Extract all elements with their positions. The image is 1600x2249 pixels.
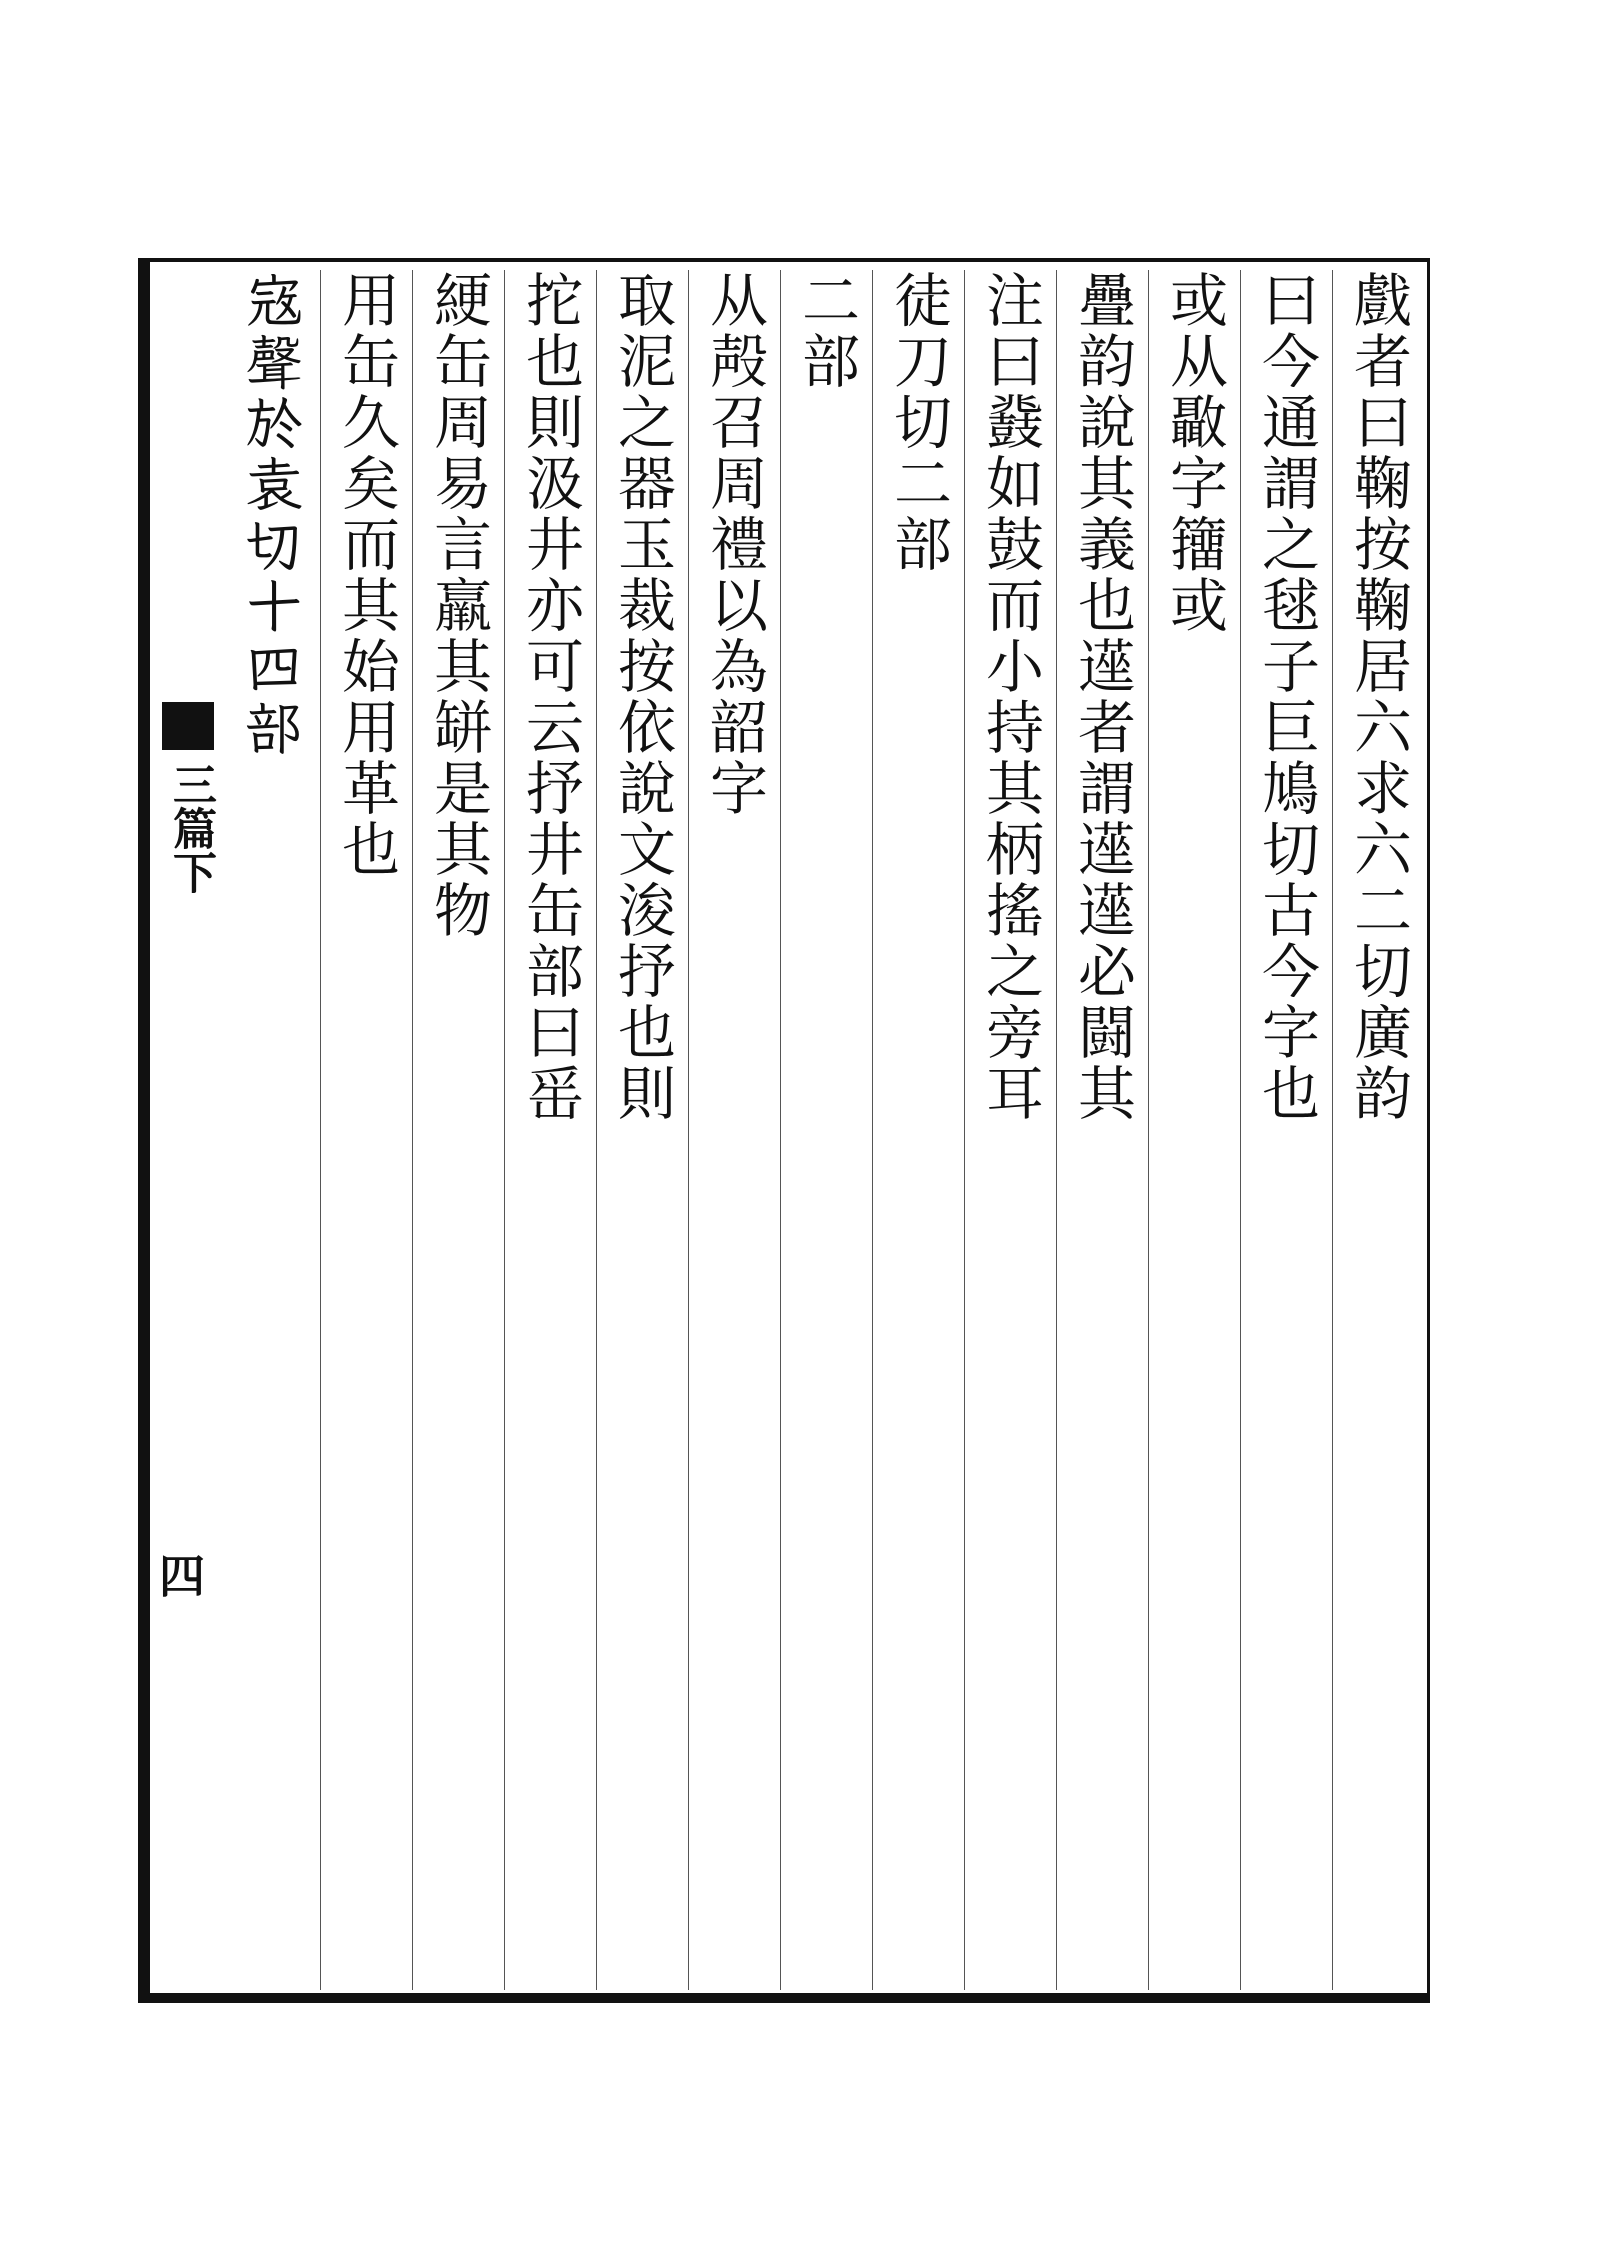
fold-title: 三篇下 bbox=[165, 762, 216, 894]
text-column: 用缶久矣而其始用革也 bbox=[320, 270, 412, 1990]
text-column: 二部 bbox=[780, 270, 872, 1990]
text-column: 戲者曰鞠按鞠居六求六二切廣韵 bbox=[1332, 270, 1424, 1990]
text-column: 从殸召周禮以為韶字 bbox=[688, 270, 780, 1990]
text-columns bbox=[228, 270, 1424, 1990]
text-column: 或从𣀳字籒或 bbox=[1148, 270, 1240, 1990]
frame-left-rule bbox=[138, 258, 150, 2003]
fish-tail-mark bbox=[162, 702, 214, 750]
text-column: 拕也則汲井亦可云抒井缶部曰䍃 bbox=[504, 270, 596, 1990]
frame-right-rule bbox=[1427, 258, 1430, 2003]
frame-bottom-rule bbox=[138, 1993, 1430, 2003]
text-column: 𡨥聲於袁切十四部 bbox=[240, 270, 308, 758]
page-number: 四 bbox=[152, 1552, 206, 1598]
frame-top-rule bbox=[138, 258, 1430, 262]
text-column: 綆缶周易言羸其缾是其物 bbox=[412, 270, 504, 1990]
text-column: 徒刀切二部 bbox=[872, 270, 964, 1990]
text-column: 注曰鼗如鼓而小持其柄搖之旁耳 bbox=[964, 270, 1056, 1990]
fold-margin bbox=[152, 262, 220, 1997]
text-column: 取泥之器玉裁按依說文浚抒也則 bbox=[596, 270, 688, 1990]
text-column: 疊韵說其義也遳者謂遳遳必闘其 bbox=[1056, 270, 1148, 1990]
text-column: 曰今通謂之毬子巨鳩切古今字也 bbox=[1240, 270, 1332, 1990]
